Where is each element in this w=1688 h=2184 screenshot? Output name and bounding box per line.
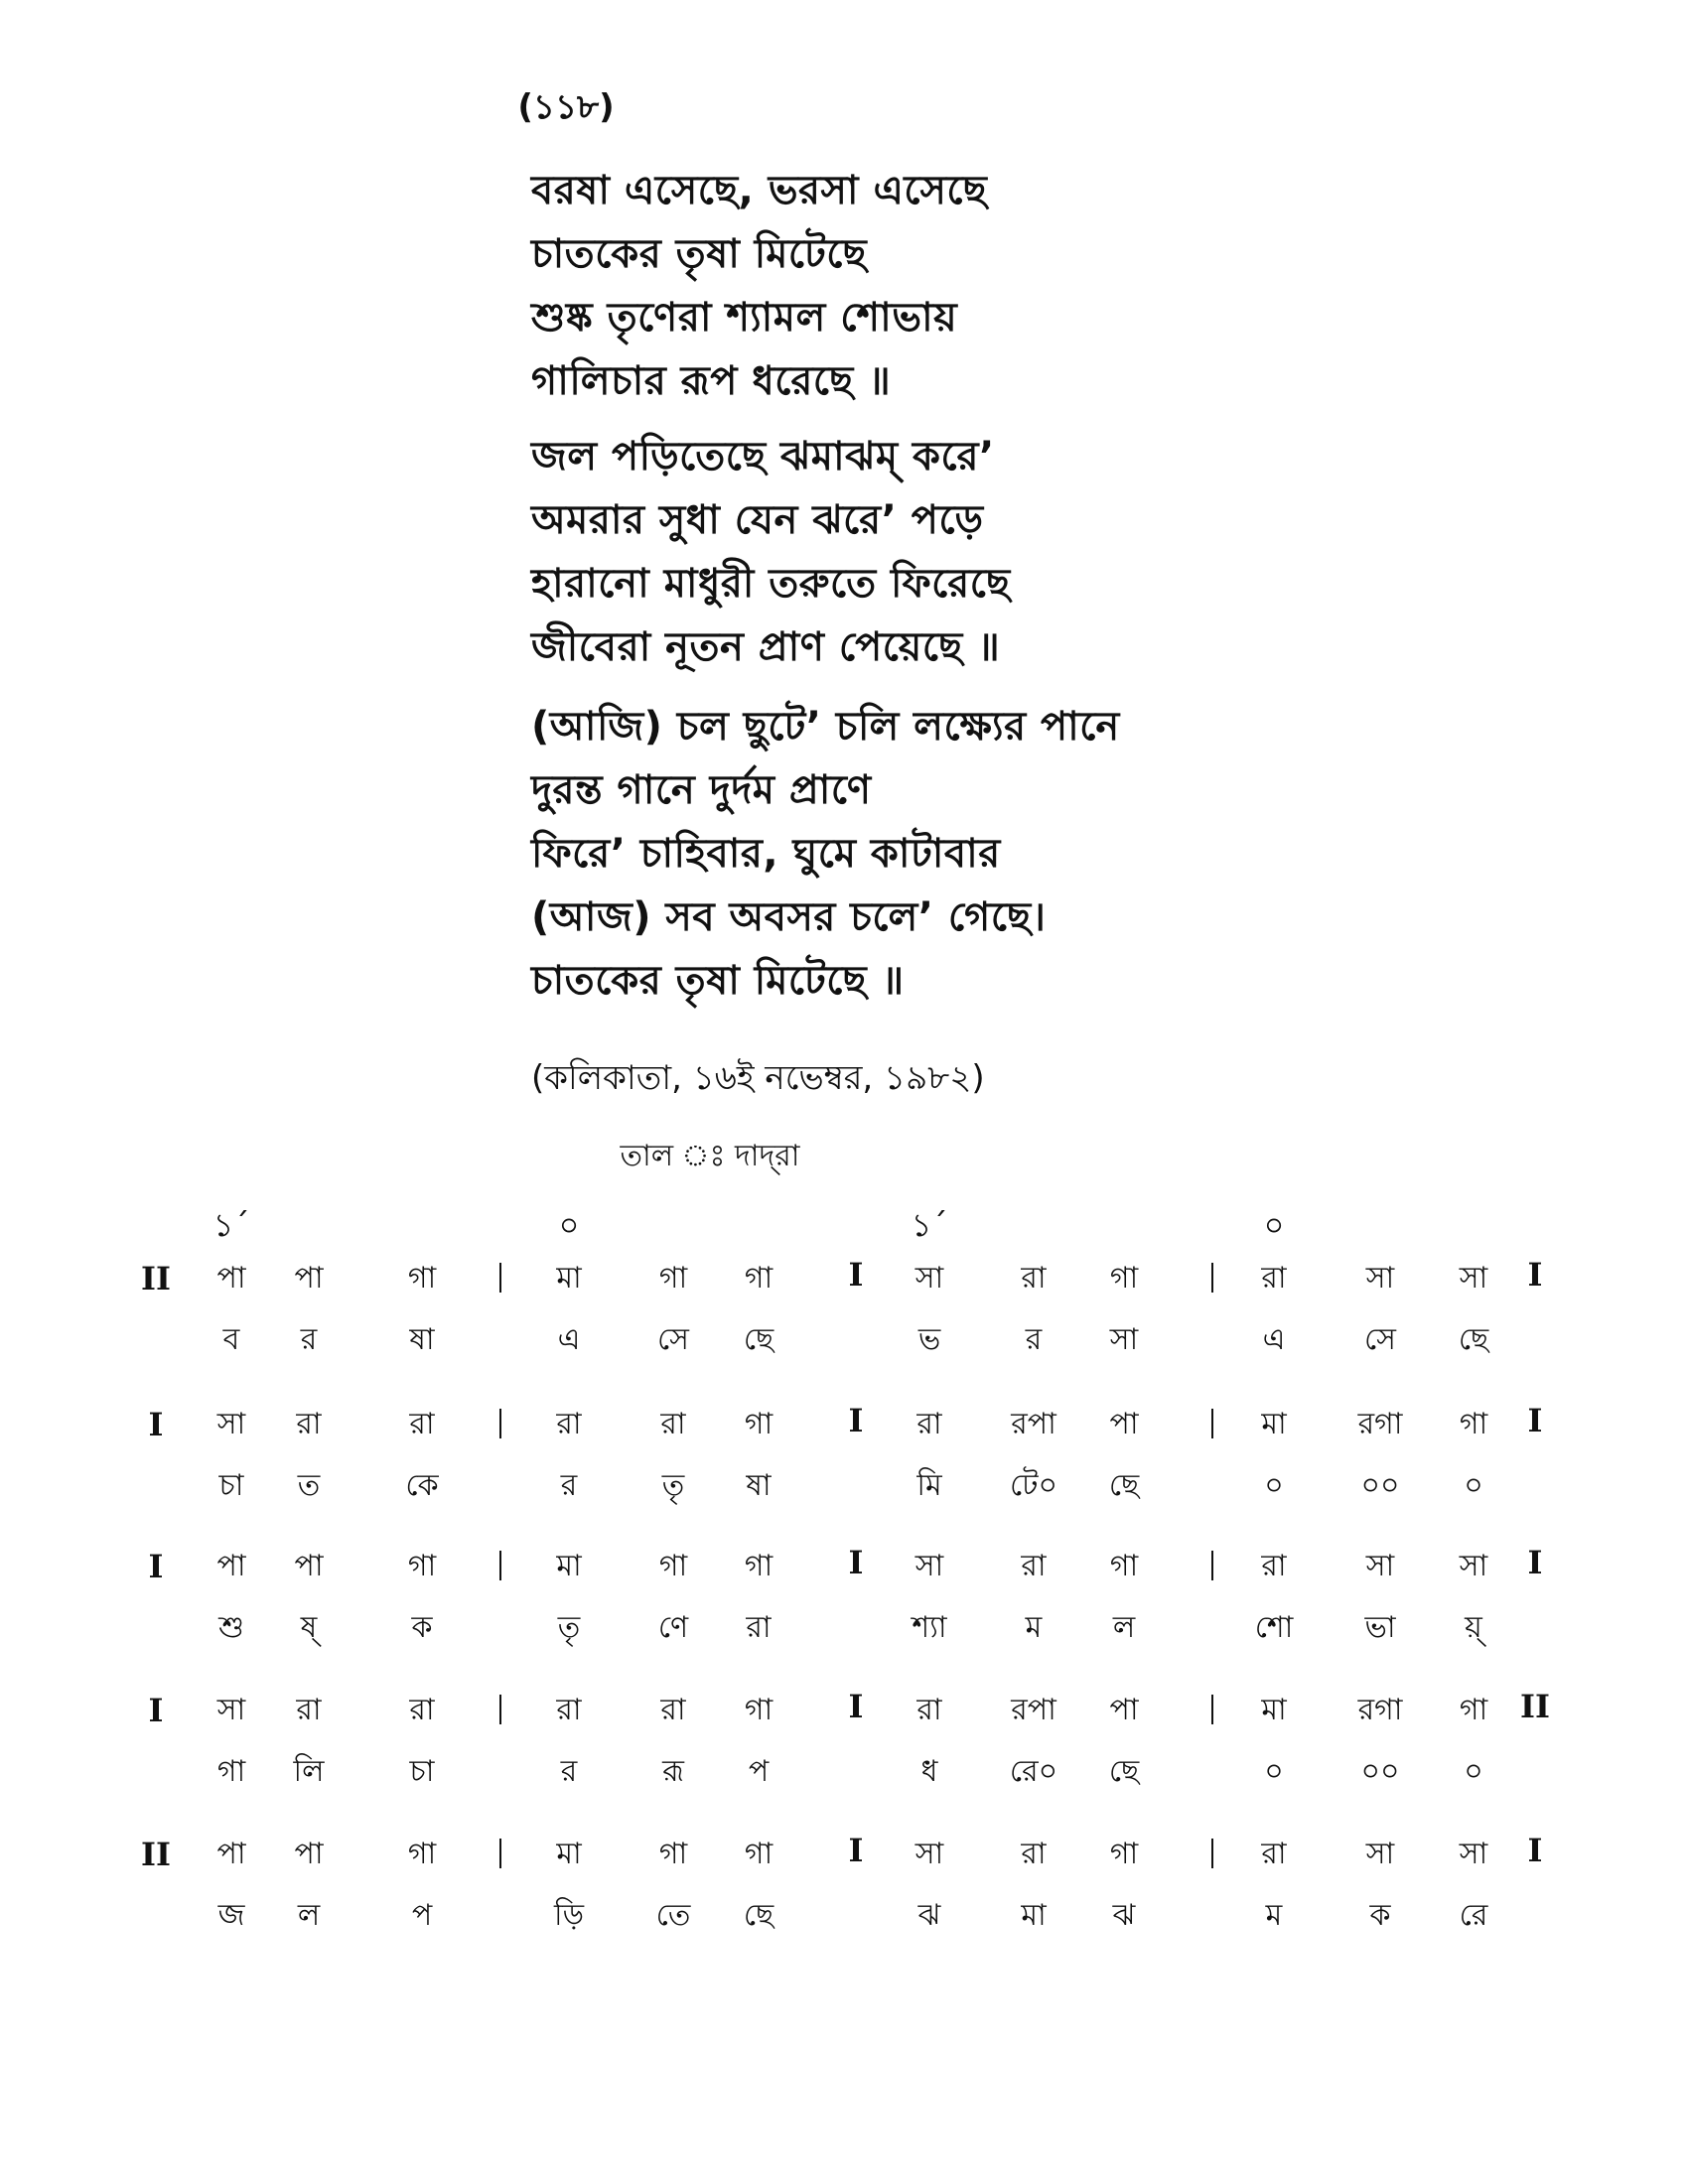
swara-note: সা	[1459, 1261, 1488, 1296]
swara-note: রা	[1261, 1549, 1287, 1583]
vibhag-divider	[1211, 1695, 1213, 1724]
lyric-syllable: চা	[409, 1754, 435, 1789]
swara-note: পা	[1109, 1693, 1139, 1727]
swara-note: গা	[744, 1549, 774, 1583]
swara-note: সা	[1365, 1837, 1395, 1871]
swara-note: পা	[294, 1837, 324, 1871]
swara-note: রা	[296, 1407, 322, 1441]
poem-line: বরষা এসেছে, ভরসা এসেছে	[531, 168, 988, 213]
swara-note: গা	[407, 1549, 437, 1583]
swara-note: গা	[1459, 1693, 1488, 1727]
swara-note: রা	[916, 1693, 942, 1727]
swara-note: রগা	[1357, 1407, 1403, 1441]
lyric-syllable: শু	[218, 1610, 244, 1645]
swara-note: রা	[916, 1407, 942, 1441]
swara-note: সা	[1365, 1261, 1395, 1296]
swara-note: মা	[1261, 1693, 1287, 1727]
lyric-syllable: সে	[1364, 1322, 1396, 1357]
lyric-syllable: য়্	[1465, 1610, 1482, 1645]
swara-note: রা	[409, 1407, 435, 1441]
swara-note: পা	[1109, 1407, 1139, 1441]
lyric-syllable: প	[411, 1898, 433, 1933]
lyric-syllable: র	[560, 1754, 578, 1789]
poem-line: (আজি) চল ছুটে’ চলি লক্ষ্যের পানে	[531, 704, 1120, 750]
lyric-syllable: র	[1025, 1322, 1043, 1357]
lyric-syllable: ০	[1264, 1754, 1284, 1789]
swara-note: রা	[1021, 1261, 1047, 1296]
lyric-syllable: ০০	[1360, 1468, 1400, 1503]
page-number: (১১৮)	[517, 87, 615, 127]
lyric-syllable: ম	[1265, 1898, 1283, 1933]
lyric-syllable: ঝ	[1112, 1898, 1136, 1933]
lyric-syllable: ছে	[743, 1322, 774, 1357]
start-barline: I	[148, 1406, 164, 1443]
vibhag-divider	[1211, 1263, 1213, 1293]
lyric-syllable: সা	[1109, 1322, 1139, 1357]
lyric-syllable: ০	[1464, 1754, 1483, 1789]
swara-note: গা	[1109, 1549, 1139, 1583]
swara-note: রা	[660, 1693, 686, 1727]
swara-note: গা	[658, 1261, 688, 1296]
swara-note: সা	[1365, 1549, 1395, 1583]
lyric-syllable: ষা	[746, 1468, 772, 1503]
swara-note: গা	[407, 1261, 437, 1296]
end-barline: I	[1527, 1832, 1543, 1869]
swara-note: গা	[1109, 1837, 1139, 1871]
swara-note: গা	[744, 1407, 774, 1441]
swara-note: মা	[556, 1549, 582, 1583]
poem-line: অমরার সুধা যেন ঝরে’ পড়ে	[531, 497, 984, 543]
lyric-syllable: ক	[1369, 1898, 1391, 1933]
swara-note: মা	[556, 1837, 582, 1871]
lyric-syllable: মি	[916, 1468, 942, 1503]
swara-note: গা	[744, 1693, 774, 1727]
lyric-syllable: তে	[655, 1898, 691, 1933]
end-barline: I	[1527, 1544, 1543, 1581]
swara-note: রা	[1261, 1837, 1287, 1871]
lyric-syllable: ০	[1264, 1468, 1284, 1503]
lyric-syllable: সে	[657, 1322, 689, 1357]
swara-note: সা	[1459, 1549, 1488, 1583]
start-barline: I	[148, 1548, 164, 1585]
swara-note: গা	[1109, 1261, 1139, 1296]
swara-note: পা	[216, 1837, 246, 1871]
vibhag-divider	[499, 1839, 501, 1868]
start-barline: I	[148, 1692, 164, 1729]
lyric-syllable: তৃ	[661, 1468, 685, 1503]
swara-note: সা	[914, 1837, 944, 1871]
swara-note: রা	[1021, 1837, 1047, 1871]
swara-note: গা	[658, 1837, 688, 1871]
vibhag-divider	[1211, 1551, 1213, 1580]
lyric-syllable: লি	[293, 1754, 325, 1789]
lyric-syllable: ম	[1025, 1610, 1043, 1645]
lyric-syllable: রে০	[1009, 1754, 1058, 1789]
lyric-syllable: ব	[222, 1322, 240, 1357]
tala-label: তাল ঃ দাদ্‌রা	[620, 1139, 800, 1173]
lyric-syllable: এ	[1262, 1322, 1286, 1357]
swara-note: রা	[556, 1693, 582, 1727]
lyric-syllable: রূ	[662, 1754, 684, 1789]
swara-note: রা	[409, 1693, 435, 1727]
swara-note: রা	[556, 1407, 582, 1441]
end-barline: II	[1520, 1688, 1550, 1725]
section-barline: I	[848, 1544, 864, 1581]
lyric-syllable: র	[560, 1468, 578, 1503]
swara-note: সা	[914, 1261, 944, 1296]
start-barline: II	[141, 1836, 171, 1873]
lyric-syllable: প	[748, 1754, 770, 1789]
lyric-syllable: ত	[297, 1468, 321, 1503]
beat-marker: ০	[558, 1206, 580, 1244]
swara-note: গা	[744, 1261, 774, 1296]
poem-line: চাতকের তৃষা মিটেছে	[531, 231, 868, 277]
swara-note: গা	[658, 1549, 688, 1583]
section-barline: I	[848, 1256, 864, 1294]
poem-line: চাতকের তৃষা মিটেছে ॥	[531, 958, 905, 1004]
swara-note: সা	[216, 1693, 246, 1727]
swara-note: রা	[1021, 1549, 1047, 1583]
lyric-syllable: ল	[297, 1898, 321, 1933]
lyric-syllable: তৃ	[557, 1610, 581, 1645]
poem-line: দুরন্ত গানে দুর্দম প্রাণে	[531, 767, 872, 813]
swara-note: মা	[556, 1261, 582, 1296]
poem-line: জীবেরা নূতন প্রাণ পেয়েছে ॥	[531, 624, 1001, 670]
lyric-syllable: এ	[557, 1322, 581, 1357]
swara-note: রপা	[1011, 1693, 1056, 1727]
swara-note: পা	[216, 1549, 246, 1583]
vibhag-divider	[499, 1695, 501, 1724]
place-date: (কলিকাতা, ১৬ই নভেম্বর, ১৯৮২)	[531, 1058, 985, 1098]
vibhag-divider	[1211, 1839, 1213, 1868]
lyric-syllable: শ্যা	[912, 1610, 947, 1645]
lyric-syllable: কে	[405, 1468, 439, 1503]
swara-note: মা	[1261, 1407, 1287, 1441]
swara-note: সা	[1459, 1837, 1488, 1871]
lyric-syllable: ভা	[1364, 1610, 1396, 1645]
lyric-syllable: চা	[218, 1468, 244, 1503]
swara-note: পা	[294, 1261, 324, 1296]
poem-line: জল পড়িতেছে ঝমাঝম্ করে’	[531, 434, 995, 479]
section-barline: I	[848, 1688, 864, 1725]
swara-note: সা	[216, 1407, 246, 1441]
swara-note: রা	[1261, 1261, 1287, 1296]
poem-line: (আজ) সব অবসর চলে’ গেছে।	[531, 894, 1047, 940]
lyric-syllable: রে	[1459, 1898, 1488, 1933]
lyric-syllable: ০০	[1360, 1754, 1400, 1789]
lyric-syllable: রা	[746, 1610, 772, 1645]
lyric-syllable: ড়ি	[553, 1898, 585, 1933]
lyric-syllable: ছে	[1108, 1468, 1140, 1503]
swara-note: সা	[914, 1549, 944, 1583]
vibhag-divider	[499, 1409, 501, 1438]
lyric-syllable: ঝ	[917, 1898, 941, 1933]
section-barline: I	[848, 1832, 864, 1869]
swara-note: গা	[407, 1837, 437, 1871]
lyric-syllable: ণে	[657, 1610, 689, 1645]
swara-note: গা	[1459, 1407, 1488, 1441]
lyric-syllable: জ	[217, 1898, 245, 1933]
lyric-syllable: ধ	[920, 1754, 938, 1789]
lyric-syllable: ভ	[917, 1322, 941, 1357]
lyric-syllable: মা	[1021, 1898, 1047, 1933]
lyric-syllable: ষ্	[300, 1610, 318, 1645]
lyric-syllable: ষা	[409, 1322, 435, 1357]
start-barline: II	[141, 1260, 171, 1297]
lyric-syllable: ক	[411, 1610, 433, 1645]
poem-line: শুষ্ক তৃণেরা শ্যামল শোভায়	[531, 295, 958, 341]
swara-note: রা	[296, 1693, 322, 1727]
lyric-syllable: গা	[216, 1754, 246, 1789]
swara-note: রপা	[1011, 1407, 1056, 1441]
vibhag-divider	[499, 1551, 501, 1580]
poem-line: গালিচার রূপ ধরেছে ॥	[531, 358, 892, 404]
beat-marker: ১´	[212, 1206, 250, 1244]
swara-note: পা	[216, 1261, 246, 1296]
swara-note: পা	[294, 1549, 324, 1583]
vibhag-divider	[1211, 1409, 1213, 1438]
beat-marker: ১´	[911, 1206, 948, 1244]
lyric-syllable: ল	[1112, 1610, 1136, 1645]
end-barline: I	[1527, 1256, 1543, 1294]
section-barline: I	[848, 1402, 864, 1439]
lyric-syllable: টে০	[1009, 1468, 1058, 1503]
poem-line: হারানো মাধুরী তরুতে ফিরেছে	[531, 561, 1011, 607]
swara-note: রগা	[1357, 1693, 1403, 1727]
lyric-syllable: শো	[1254, 1610, 1294, 1645]
lyric-syllable: র	[300, 1322, 318, 1357]
beat-marker: ০	[1263, 1206, 1285, 1244]
end-barline: I	[1527, 1402, 1543, 1439]
swara-note: রা	[660, 1407, 686, 1441]
lyric-syllable: ছে	[743, 1898, 774, 1933]
lyric-syllable: ছে	[1108, 1754, 1140, 1789]
poem-line: ফিরে’ চাহিবার, ঘুমে কাটাবার	[531, 831, 1001, 877]
lyric-syllable: ০	[1464, 1468, 1483, 1503]
vibhag-divider	[499, 1263, 501, 1293]
lyric-syllable: ছে	[1458, 1322, 1489, 1357]
swara-note: গা	[744, 1837, 774, 1871]
